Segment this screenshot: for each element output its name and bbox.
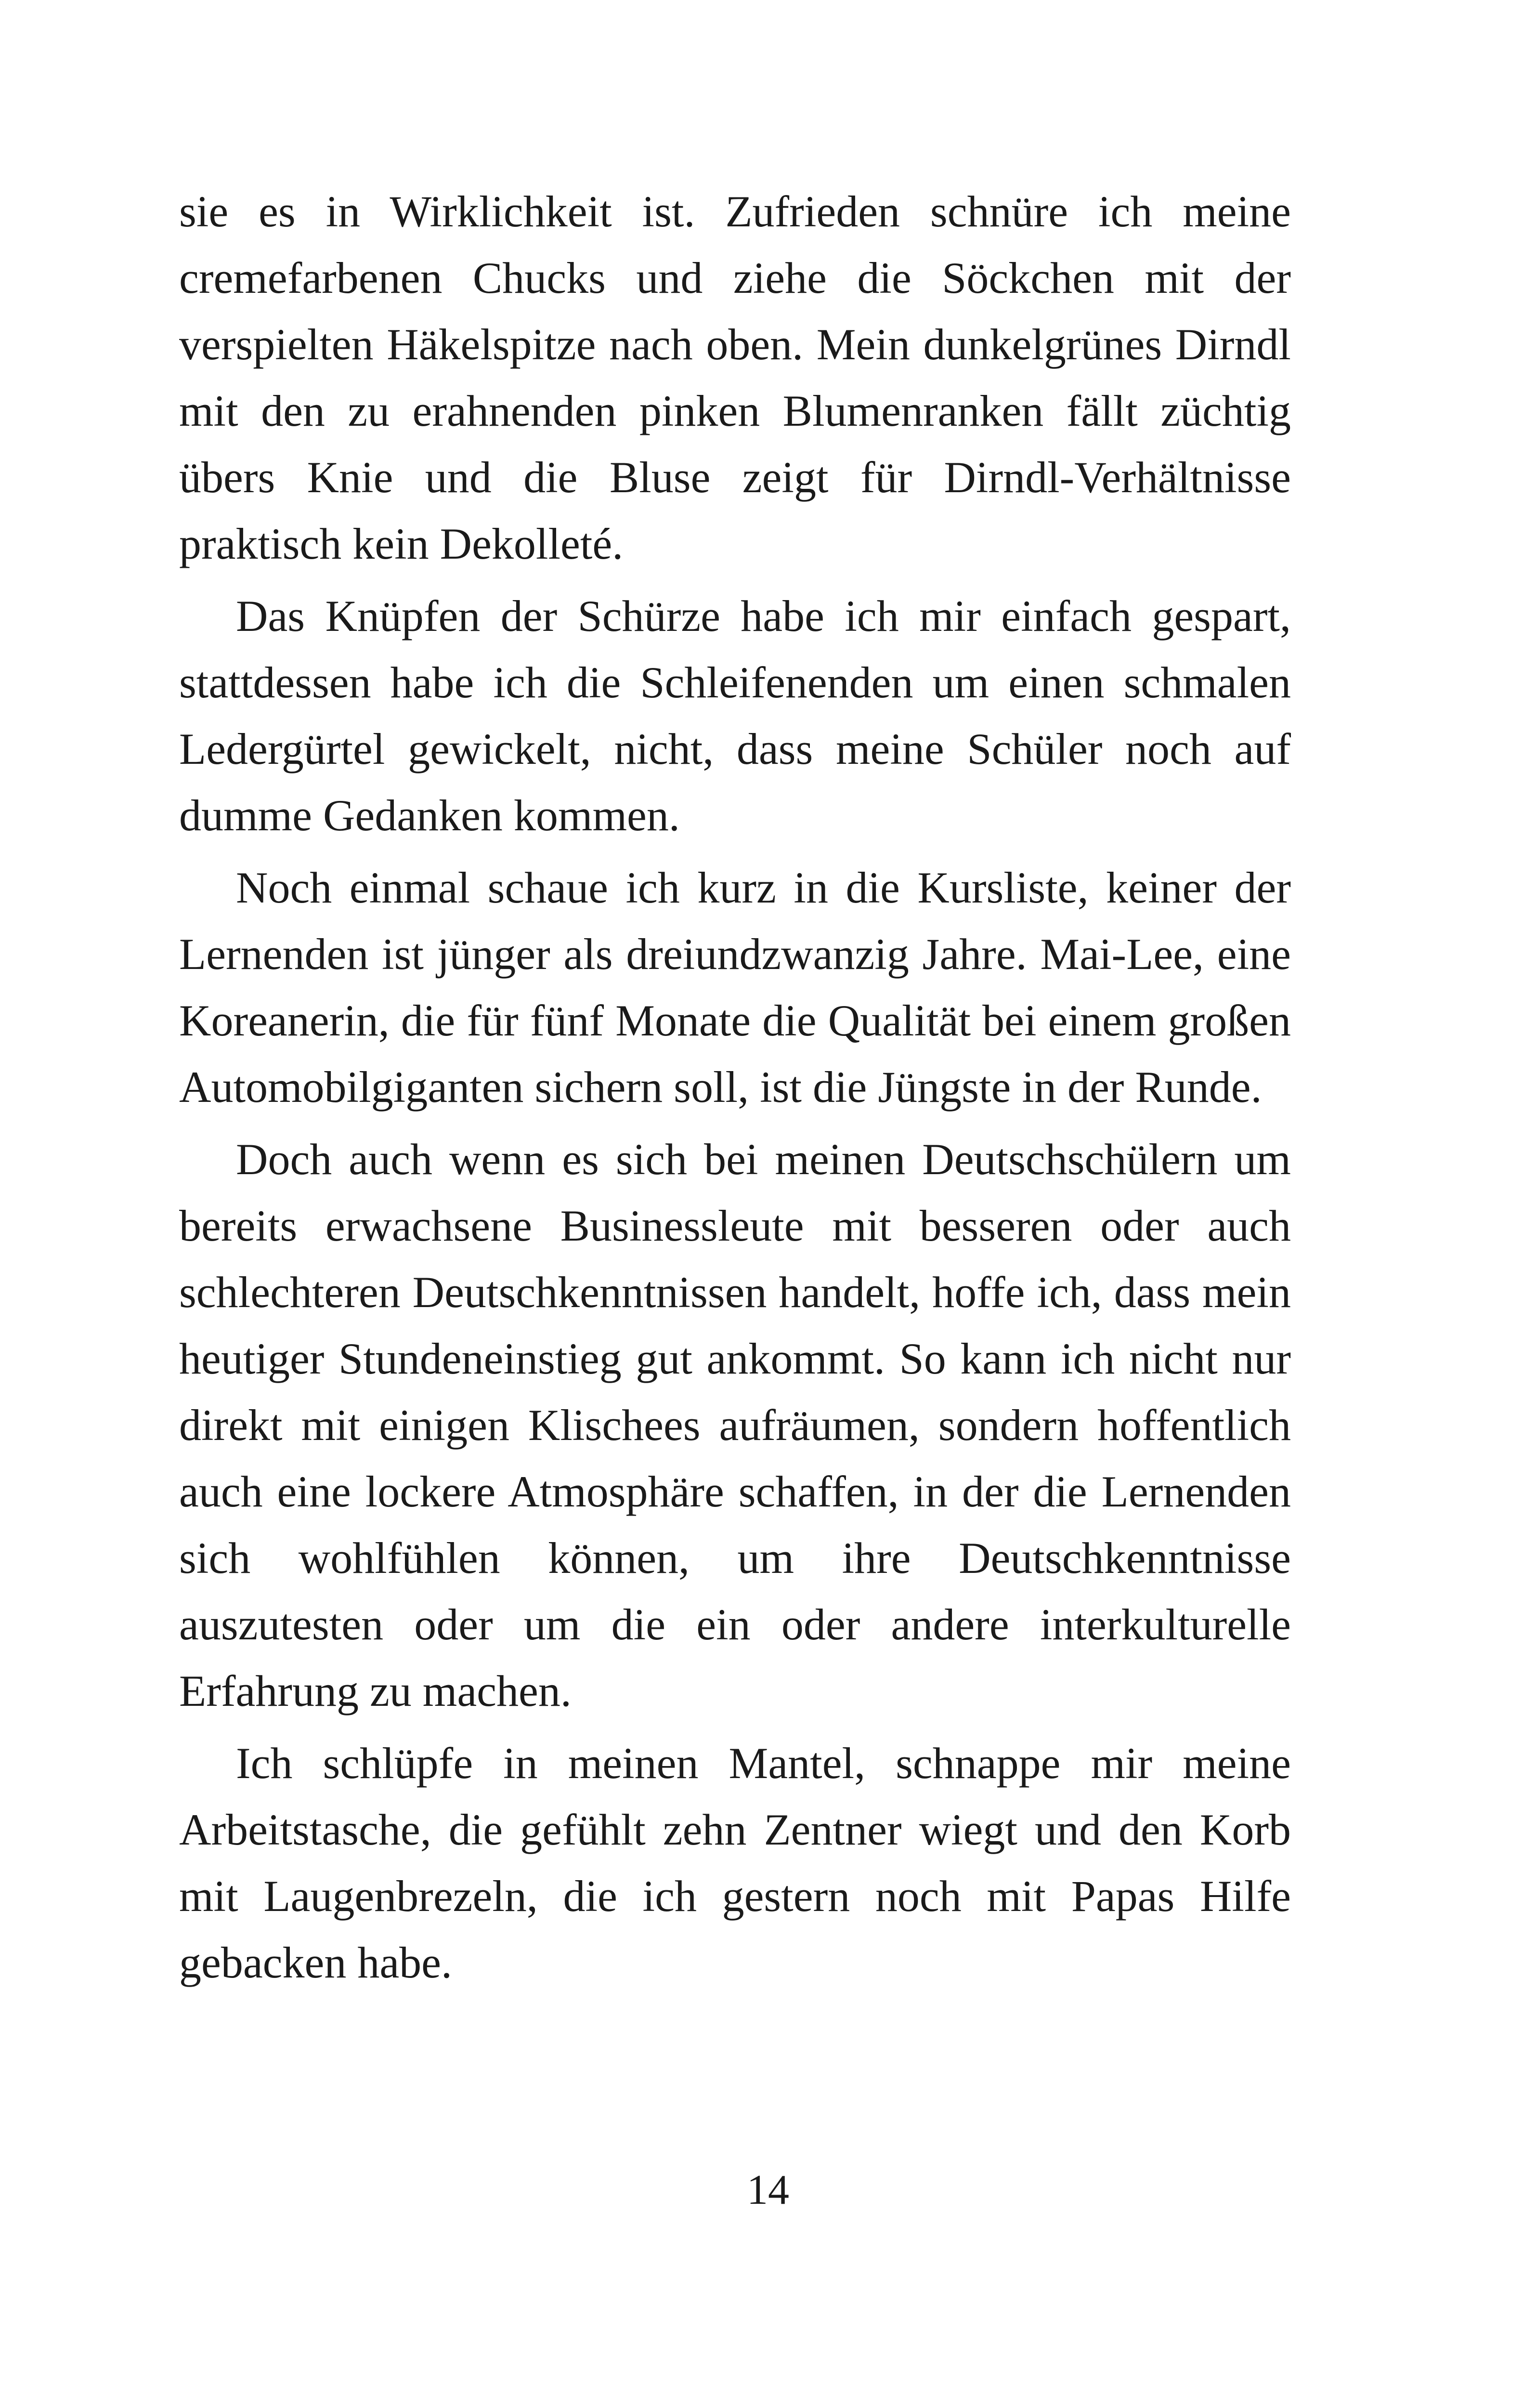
paragraph: sie es in Wirklichkeit ist. Zufrieden schnüre ich meine cremefarbenen Chucks und ziehe die Söckchen mit der verspielten Häkelspitze nach oben. Mein dunkelgrünes Dirndl mit den zu erahnenden pinken Blumenranken fällt züchtig übers Knie und die Bluse zeigt für Dirndl-Verhältnisse praktisch kein Dekolleté. — [179, 187, 1291, 568]
body-text — [179, 178, 1291, 2002]
paragraph: Ich schlüpfe in meinen Mantel, schnappe mir meine Arbeitstasche, die gefühlt zehn Zentner wiegt und den Korb mit Laugenbrezeln, die ich gestern noch mit Papas Hilfe gebacken habe. — [179, 1739, 1291, 1987]
page-number: 14 — [747, 2167, 789, 2213]
paragraph: Doch auch wenn es sich bei meinen Deutschschülern um bereits erwachsene Businessleute mit besseren oder auch schlechteren Deutschkenntnissen handelt, hoffe ich, dass mein heutiger Stundeneinstieg gut ankommt. So kann ich nicht nur direkt mit einigen Klischees aufräumen, sondern hoffentlich auch eine lockere Atmosphäre schaffen, in der die Lernenden sich wohlfühlen können, um ihre Deutschkenntnisse auszutesten oder um die ein oder andere interkulturelle Erfahrung zu machen. — [179, 1135, 1291, 1715]
paragraph: Das Knüpfen der Schürze habe ich mir einfach gespart, stattdessen habe ich die Schleifenenden um einen schmalen Ledergürtel gewickelt, nicht, dass meine Schüler noch auf dumme Gedanken kommen. — [179, 591, 1291, 840]
paragraph: Noch einmal schaue ich kurz in die Kursliste, keiner der Lernenden ist jünger als dreiundzwanzig Jahre. Mai-Lee, eine Koreanerin, die für fünf Monate die Qualität bei einem großen Automobilgiganten sichern soll, ist die Jüngste in der Runde. — [179, 863, 1291, 1112]
